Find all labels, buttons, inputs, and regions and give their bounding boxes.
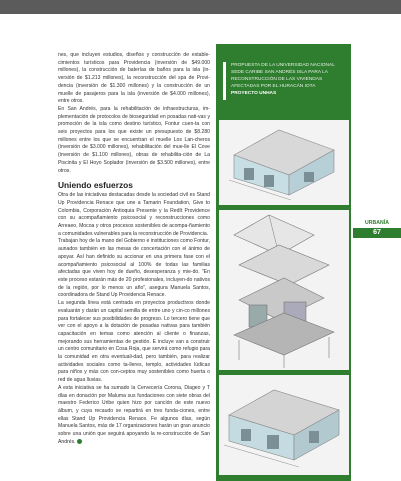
page-number: 67 — [353, 228, 401, 238]
top-bar — [0, 0, 401, 14]
house-front-illustration — [219, 120, 349, 205]
caption-line-2: SEDE CARIBE SAN ANDRÉS ISLA PARA LA — [231, 70, 328, 75]
house-rendering-bottom — [219, 375, 349, 475]
paragraph-4: Trabajan hoy de la mano del Gobierno e instituciones como Fontur, aunados también en las mesas de concertación con el ánimo de apoyar. Así han definido su accionar en una primera fase con el acompañamiento psicosocial al 100% de todas las familias afectadas que viven hoy de dueño, desesperanza y mie-do. "En este proceso estarán más de 20 profesionales, incluyen-do nativos de la región, por lo menos un año", asegura Manuela Santos, coordinadora de Stand Up Providencia Renace. — [58, 238, 210, 299]
paragraph-1: nes, que incluyen estudios, diseños y construcción de estable-cimientos turísticos para Providencia (inversión de $49.000 millones), la construcción de baterías de baños para la isla (in-versión de $1.213 millones), la reconstrucción del spa de Provi-dencia (inversión de $1.300 millones) y la construcción de un muelle de pasajeros para la isla (inversión de $4.000 millones), entre otros. — [58, 52, 210, 105]
paragraph-6 — [58, 385, 210, 447]
caption-line-3: RECONSTRUCCIÓN DE LAS VIVIENDAS — [231, 77, 323, 82]
house-rendering-top — [219, 120, 349, 205]
page-side-tab — [353, 220, 401, 238]
house-side-illustration — [219, 375, 349, 475]
paragraph-3: Otra de las iniciativas destacadas desde la sociedad civil es Stand Up Providencia Renace que une a Tamarin Foundation, Give to Colombia, Corporación Antioquia Presente y la RedIt Providence con su acompañamiento psicosocial y reconstrucciones como Arreaeo, Mocoa y otros procesos sostenibles de acompa-ñamiento a comunidades vulnerables para la reconstrucción de Providencia. — [58, 192, 210, 237]
paragraph-6-text: A esta iniciativa se ha sumado la Cervecería Corona, Diageo y T dlas en donación por Maluma sus fundaciones con siete obras del maestro Federico Uribe quien hizo por canción de este nuevo álbum, y cuya recaudo se repartirá en tres funda-ciones, entre ellas Stand Up Providencia Renace. Fe algunos días, según Manuela Santos, más de 17 organizaciones harán un gran anuncio sobre una unión que seguirá apoyando la re-construcción de San Andrés. — [58, 384, 210, 445]
article-column — [58, 52, 210, 446]
section-label: URBANÍA — [365, 220, 389, 226]
house-exploded-view — [219, 210, 349, 370]
caption-line-4: AFECTADAS POR EL HURACÁN IOTA — [231, 84, 316, 89]
circle-end-icon — [77, 439, 82, 444]
caption-credit: PROYECTO UNHAS — [231, 91, 277, 96]
house-exploded-illustration — [219, 210, 349, 370]
caption-bar — [223, 62, 226, 100]
section-heading: Uniendo esfuerzos — [58, 180, 133, 191]
paragraph-5: La segunda línea está centrada en proyectos productivos donde evaluarán y darán un capital semilla de entre uno y cin-co millones para fortalecer sus posibilidades de progreso. Lo tercero tiene que ver con el apoyo a la dotación de posadas nativas para también capacitación en temas como atención al cliente o finanzas, mejorando sus herramientas de gestión. E incluye van a construir un centro comunitario en Cosa Roja, que servirá como refugio para la comunidad en otra eventuali-dad, pero también, para realizar actividades sociales como ta-lleres, templo, actividades lúdicas para niños y más con con-ceptos muy sostenibles como huerta o red de agua lluvias. — [58, 300, 210, 384]
caption-line-1: PROPUESTA DE LA UNIVERSIDAD NACIONAL — [231, 63, 335, 68]
image-caption — [231, 62, 343, 97]
paragraph-2: En San Andrés, para la rehabilitación de infraestructuras, im-plementación de protocolos de bioseguridad en posadas nati-vas y promoción de la isla como destino turístico, Fontur cuen-ta con seis proyectos para los que existe un presupuesto de $8.280 millones entre los que se encuentran el muelle Los Lan-cheros (inversión de $3.000 millones), rehabilitación del mue-lle El Cove (inversión de $1.100 millones), obras de rehabilita-ción de La Piscinita y El Hoyo Soplador (inversión de $3.500 millones), entre otros. — [58, 105, 210, 174]
